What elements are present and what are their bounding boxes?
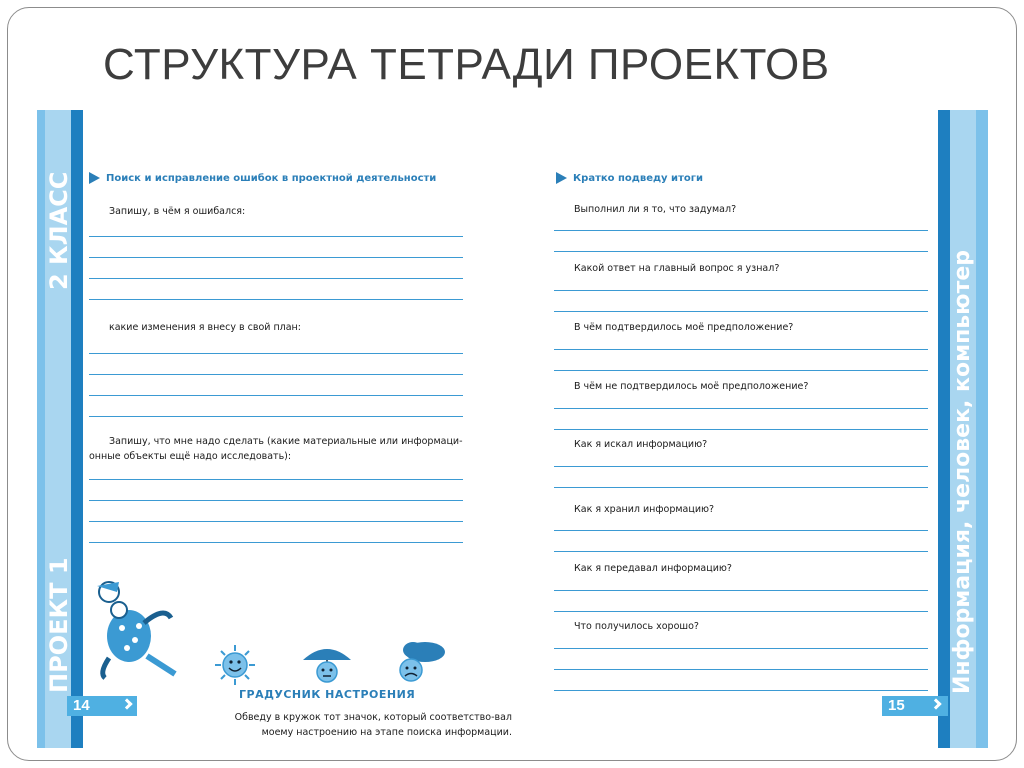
chevron-right-icon [930, 698, 941, 709]
umbrella-face-icon[interactable] [299, 642, 355, 688]
mood-instructions: Обведу в кружок тот значок, который соответство-вал моему настроению на этапе поиска информации. [234, 712, 512, 738]
band-text-subject: Информация, человек, компьютер [950, 250, 975, 694]
write-line[interactable] [554, 611, 928, 612]
question-4: В чём не подтвердилось моё предположение? [574, 381, 809, 392]
question-2: Какой ответ на главный вопрос я узнал? [574, 263, 780, 274]
question-6: Как я хранил информацию? [574, 504, 715, 515]
prompt-todo-line2: онные объекты ещё надо исследовать): [89, 451, 292, 462]
page-number-right: 15 [882, 696, 948, 716]
write-line[interactable] [89, 542, 463, 543]
write-line[interactable] [554, 530, 928, 531]
write-line[interactable] [89, 299, 463, 300]
write-line[interactable] [89, 257, 463, 258]
write-line[interactable] [554, 429, 928, 430]
notebook-page-right [538, 110, 988, 748]
write-line[interactable] [554, 551, 928, 552]
write-line[interactable] [89, 521, 463, 522]
mood-thermometer-title: ГРАДУСНИК НАСТРОЕНИЯ [239, 688, 416, 701]
write-line[interactable] [89, 278, 463, 279]
write-line[interactable] [554, 590, 928, 591]
question-5: Как я искал информацию? [574, 439, 708, 450]
write-line[interactable] [89, 236, 463, 237]
question-3: В чём подтвердилось моё предположение? [574, 322, 794, 333]
write-line[interactable] [554, 487, 928, 488]
write-line[interactable] [554, 251, 928, 252]
cloud-face-icon[interactable] [389, 640, 449, 686]
arrow-icon [89, 172, 100, 184]
write-line[interactable] [89, 416, 463, 417]
section-heading-errors: Поиск и исправление ошибок в проектной деятельности [89, 172, 436, 184]
notebook-page-left [37, 110, 512, 748]
arrow-icon [556, 172, 567, 184]
write-line[interactable] [554, 349, 928, 350]
write-line[interactable] [89, 374, 463, 375]
write-line[interactable] [554, 311, 928, 312]
left-side-band [37, 110, 83, 748]
band-text-project: ПРОЕКТ 1 [45, 557, 73, 693]
write-line[interactable] [89, 353, 463, 354]
write-line[interactable] [554, 290, 928, 291]
prompt-todo-line1: Запишу, что мне надо сделать (какие материальные или информаци- [109, 436, 463, 447]
write-line[interactable] [554, 370, 928, 371]
page-number-left: 14 [67, 696, 137, 716]
question-1: Выполнил ли я то, что задумал? [574, 204, 737, 215]
slide-title: СТРУКТУРА ТЕТРАДИ ПРОЕКТОВ [103, 40, 830, 89]
chevron-right-icon [121, 698, 132, 709]
write-line[interactable] [554, 466, 928, 467]
section-heading-summary: Кратко подведу итоги [556, 172, 703, 184]
write-line[interactable] [89, 500, 463, 501]
write-line[interactable] [554, 230, 928, 231]
prompt-plan-changes: какие изменения я внесу в свой план: [109, 322, 301, 333]
write-line[interactable] [554, 408, 928, 409]
cartoon-character-icon [89, 578, 181, 682]
right-side-band [938, 110, 988, 748]
write-line[interactable] [554, 648, 928, 649]
band-text-class: 2 КЛАСС [45, 171, 73, 290]
write-line[interactable] [554, 669, 928, 670]
write-line[interactable] [89, 479, 463, 480]
write-line[interactable] [89, 395, 463, 396]
sunny-face-icon[interactable] [209, 644, 261, 686]
prompt-errors: Запишу, в чём я ошибался: [109, 206, 246, 217]
question-8: Что получилось хорошо? [574, 621, 699, 632]
write-line[interactable] [554, 690, 928, 691]
question-7: Как я передавал информацию? [574, 563, 732, 574]
